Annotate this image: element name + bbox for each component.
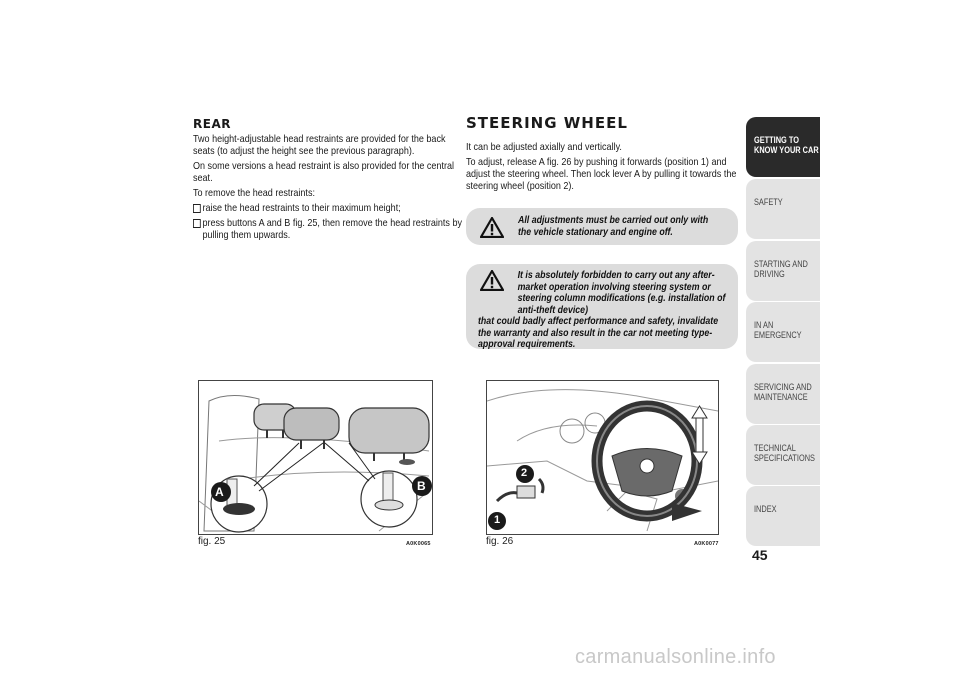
tab-label: INDEX xyxy=(754,504,777,514)
tab-index[interactable] xyxy=(746,486,820,546)
warning-text-first: It is absolutely forbidden to carry out any after-market operation involving steering system or steering column modifications (e.g. installation of anti-theft device) xyxy=(517,270,726,316)
watermark: carmanualsonline.info xyxy=(575,646,776,668)
tab-label: TECHNICAL SPECIFICATIONS xyxy=(754,443,815,463)
page-number: 45 xyxy=(752,547,768,563)
warning-box xyxy=(466,264,738,349)
figure-caption: fig. 26 xyxy=(486,536,514,547)
paragraph: To adjust, release A fig. 26 by pushing it forwards (position 1) and adjust the steering wheel. Then lock lever A by pulling it towards the steering wheel (position 2). xyxy=(466,156,737,192)
rear-text-block xyxy=(193,133,468,244)
warning-box xyxy=(466,208,738,245)
figure-code: A0K0065 xyxy=(406,541,431,547)
figure-25-rear-head-restraints xyxy=(198,380,433,535)
paragraph: On some versions a head restraint is also provided for the central seat. xyxy=(193,160,455,184)
head-restraints-illustration xyxy=(199,381,432,534)
callout-label-1: 1 xyxy=(494,514,501,526)
tab-label: STARTING AND DRIVING xyxy=(754,259,808,279)
warning-text-rest: that could badly affect performance and safety, invalidate the warranty and also result in the car not meeting type-approval requirements. xyxy=(478,316,719,350)
warning-triangle-icon xyxy=(480,217,504,238)
tab-label: GETTING TO KNOW YOUR CAR xyxy=(754,135,819,155)
bullet-item xyxy=(193,217,468,241)
paragraph: Two height-adjustable head restraints are provided for the back seats (to adjust the height see the previous paragraph). xyxy=(193,133,446,157)
tab-label: SAFETY xyxy=(754,197,783,207)
bullet-text: press buttons A and B fig. 25, then remove the head restraints by pulling them upwards. xyxy=(202,217,462,241)
tab-getting-to-know-your-car[interactable] xyxy=(746,117,820,177)
callout-label-a: A xyxy=(215,485,224,499)
tab-in-an-emergency[interactable] xyxy=(746,302,820,362)
section-heading-steering-wheel: STEERING WHEEL xyxy=(466,114,628,132)
callout-label-b: B xyxy=(417,479,426,493)
checkbox-bullet-icon xyxy=(193,219,201,228)
warning-text xyxy=(478,270,733,351)
warning-text: All adjustments must be carried out only with the vehicle stationary and engine off. xyxy=(518,215,709,238)
tab-label: IN AN EMERGENCY xyxy=(754,320,802,340)
paragraph: It can be adjusted axially and vertically. xyxy=(466,141,622,153)
tab-servicing-and-maintenance[interactable] xyxy=(746,364,820,424)
tab-label: SERVICING AND MAINTENANCE xyxy=(754,382,812,402)
callout-label-2: 2 xyxy=(521,467,528,479)
checkbox-bullet-icon xyxy=(193,204,201,213)
steering-wheel-illustration xyxy=(487,381,718,534)
paragraph: To remove the head restraints: xyxy=(193,187,315,199)
section-heading-rear: REAR xyxy=(193,117,231,131)
steering-text-block xyxy=(466,141,739,195)
figure-26-steering-wheel-adjustment xyxy=(486,380,719,535)
figure-code: A0K0077 xyxy=(694,541,719,547)
figure-caption: fig. 25 xyxy=(198,536,226,547)
bullet-text: raise the head restraints to their maximum height; xyxy=(202,202,401,214)
tab-technical-specifications[interactable] xyxy=(746,425,820,485)
bullet-item xyxy=(193,202,468,214)
tab-safety[interactable] xyxy=(746,179,820,239)
tab-starting-and-driving[interactable] xyxy=(746,241,820,301)
